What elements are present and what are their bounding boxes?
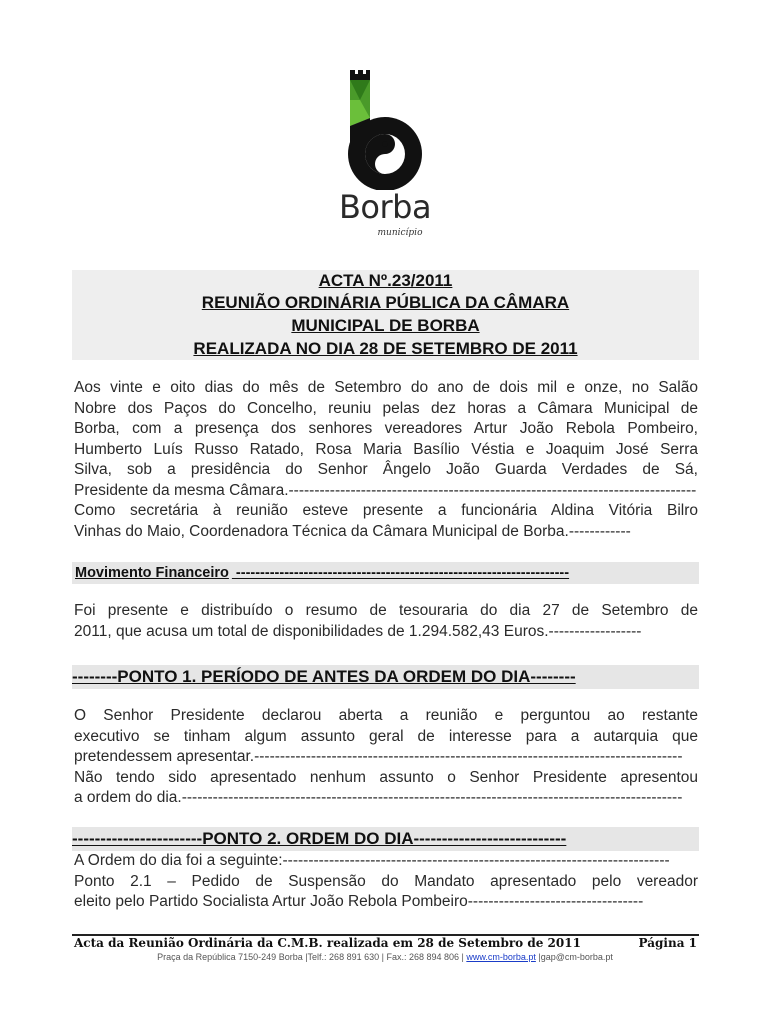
intro-paragraph [74,378,698,542]
footer-address [0,952,770,962]
text-line: O Senhor Presidente declarou aberta a reunião e perguntou ao restante [74,707,698,724]
text-line: 2011, que acusa um total de disponibilidades de 1.294.582,43 Euros.------------------ [74,622,642,640]
text-line: Foi presente e distribuído o resumo de tesouraria do dia 27 de Setembro de [74,602,698,619]
section-ponto-2: -----------------------PONTO 2. ORDEM DO DIA--------------------------- [72,827,699,851]
text-line: executivo se tinham algum assunto geral de interesse para a autarquia que [74,727,698,745]
text-line: Silva, sob a presidência do Senhor Ângelo João Guarda Verdades de Sá, [74,461,698,478]
text-line: Não tendo sido apresentado nenhum assunto o Senhor Presidente apresentou [74,768,698,786]
document-title [72,270,699,360]
section-dashes: --------------------------------------------------------------------- [231,565,570,581]
title-line-2: REUNIÃO ORDINÁRIA PÚBLICA DA CÂMARA [201,293,570,312]
text-line: a ordem do dia.------------------------------------------------------------------------------------------------- [74,789,683,806]
title-line-4: REALIZADA NO DIA 28 DE SETEMBRO DE 2011 [193,339,578,358]
text-line: eleito pelo Partido Socialista Artur João Rebola Pombeiro---------------------------------- [74,893,644,910]
page-number: Página 1 [638,936,697,950]
address-text: Praça da República 7150-249 Borba |Telf.: 268 891 630 | Fax.: 268 894 806 | [157,952,467,962]
text-line: Nobre dos Paços do Concelho, reuniu pelas dez horas a Câmara Municipal de [74,399,698,417]
text-line: Humberto Luís Russo Ratado, Rosa Maria Basílio Véstia e Joaquim José Serra [74,440,698,458]
text-line: Aos vinte e oito dias do mês de Setembro do ano de dois mil e onze, no Salão [74,379,698,396]
title-line-1: ACTA Nº.23/2011 [318,271,453,290]
financial-paragraph [74,601,698,642]
ponto1-paragraph [74,706,698,809]
borba-emblem-icon [330,70,440,190]
logo-subtitle: município [377,228,423,238]
text-line: Como secretária à reunião esteve presente a funcionária Aldina Vitória Bilro [74,502,698,519]
website-link[interactable]: www.cm-borba.pt [466,952,536,962]
section-label: Movimento Financeiro [75,565,229,581]
email-text: |gap@cm-borba.pt [535,952,613,962]
text-line: pretendessem apresentar.----------------------------------------------------------------------------------- [74,748,683,765]
footer-document-title: Acta da Reunião Ordinária da C.M.B. realizada em 28 de Setembro de 2011 [74,936,581,950]
section-ponto-1: --------PONTO 1. PERÍODO DE ANTES DA ORDEM DO DIA-------- [72,665,699,689]
text-line: Presidente da mesma Câmara.------------------------------------------------------------------------------- [74,481,697,499]
section-movimento-financeiro [72,562,699,584]
borba-logo [330,70,440,245]
text-line: Borba, com a presença dos senhores vereadores Artur João Rebola Pombeiro, [74,420,698,437]
text-line: A Ordem do dia foi a seguinte:--------------------------------------------------------------------------- [74,852,670,869]
title-line-3: MUNICIPAL DE BORBA [291,316,480,335]
logo-name: Borba [338,188,432,226]
text-line: Ponto 2.1 – Pedido de Suspensão do Mandato apresentado pelo vereador [74,872,698,890]
ponto2-paragraph [74,851,698,913]
text-line: Vinhas do Maio, Coordenadora Técnica da Câmara Municipal de Borba.------------ [74,522,631,540]
